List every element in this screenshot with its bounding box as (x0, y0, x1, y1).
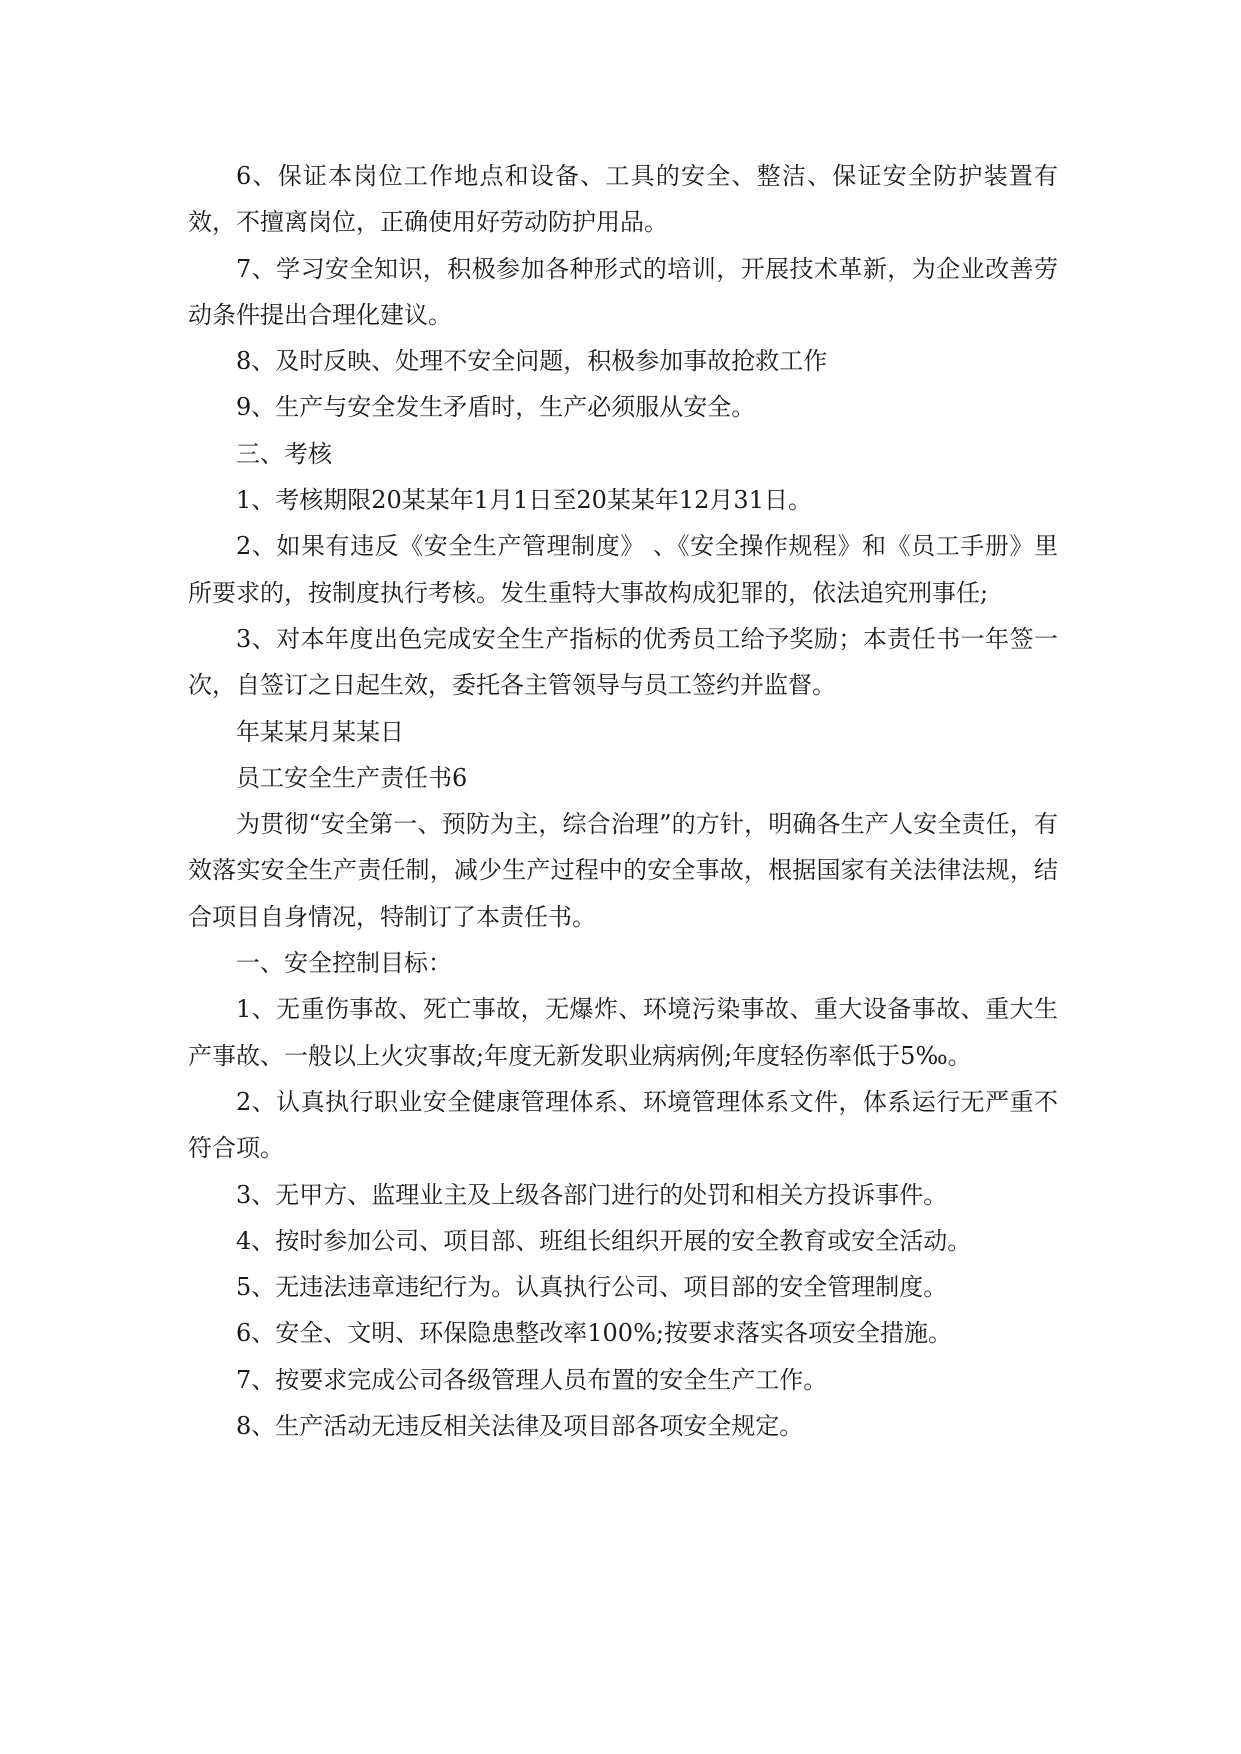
section-heading-targets: 一、安全控制目标： (236, 949, 452, 978)
paragraph-target-7: 7、按要求完成公司各级管理人员布置的安全生产工作。 (236, 1365, 828, 1394)
date-line: 年某某月某某日 (236, 717, 404, 746)
paragraph-assessment-reward: 3、对本年度出色完成安全生产指标的优秀员工给予奖励；本责任书一年签一次，自签订之日起生效，委托各主管领导与员工签约并监督。 (188, 624, 1058, 700)
document-subtitle: 员工安全生产责任书6 (236, 763, 468, 792)
paragraph-assessment-violation: 2、如果有违反《安全生产管理制度》 、《安全操作规程》和《员工手册》里所要求的，按制度执行考核。发生重特大事故构成犯罪的，依法追究刑事任; (188, 532, 1058, 607)
paragraph-target-5: 5、无违法违章违纪行为。认真执行公司、项目部的安全管理制度。 (236, 1273, 948, 1302)
paragraph-target-4: 4、按时参加公司、项目部、班组长组织开展的安全教育或安全活动。 (236, 1226, 972, 1255)
paragraph-intro: 为贯彻“安全第一、预防为主，综合治理”的方针，明确各生产人安全责任，有效落实安全生产责任制，减少生产过程中的安全事故，根据国家有关法律法规，结合项目自身情况，特制订了本责任书。 (188, 810, 1058, 931)
paragraph-target-2: 2、认真执行职业安全健康管理体系、环境管理体系文件，体系运行无严重不符合项。 (188, 1087, 1058, 1163)
paragraph-assessment-period: 1、考核期限20某某年1月1日至20某某年12月31日。 (236, 486, 812, 515)
paragraph-item-6-safety: 6、保证本岗位工作地点和设备、工具的安全、整洁、保证安全防护装置有效，不擅离岗位，正确使用好劳动防护用品。 (188, 162, 1058, 237)
paragraph-target-3: 3、无甲方、监理业主及上级各部门进行的处罚和相关方投诉事件。 (236, 1180, 948, 1209)
paragraph-item-7-learning: 7、学习安全知识，积极参加各种形式的培训，开展技术革新，为企业改善劳动条件提出合理化建议。 (188, 254, 1058, 329)
paragraph-target-6: 6、安全、文明、环保隐患整改率100%;按要求落实各项安全措施。 (236, 1319, 952, 1348)
section-heading-assessment: 三、考核 (236, 439, 332, 468)
paragraph-item-9-priority: 9、生产与安全发生矛盾时，生产必须服从安全。 (236, 393, 756, 422)
paragraph-item-8-report: 8、及时反映、处理不安全问题，积极参加事故抢救工作 (236, 347, 828, 376)
paragraph-target-1: 1、无重伤事故、死亡事故，无爆炸、环境污染事故、重大设备事故、重大生产事故、一般以上火灾事故;年度无新发职业病病例;年度轻伤率低于5‰。 (188, 995, 1058, 1070)
document-body (188, 153, 1058, 1449)
paragraph-target-8: 8、生产活动无违反相关法律及项目部各项安全规定。 (236, 1412, 804, 1441)
